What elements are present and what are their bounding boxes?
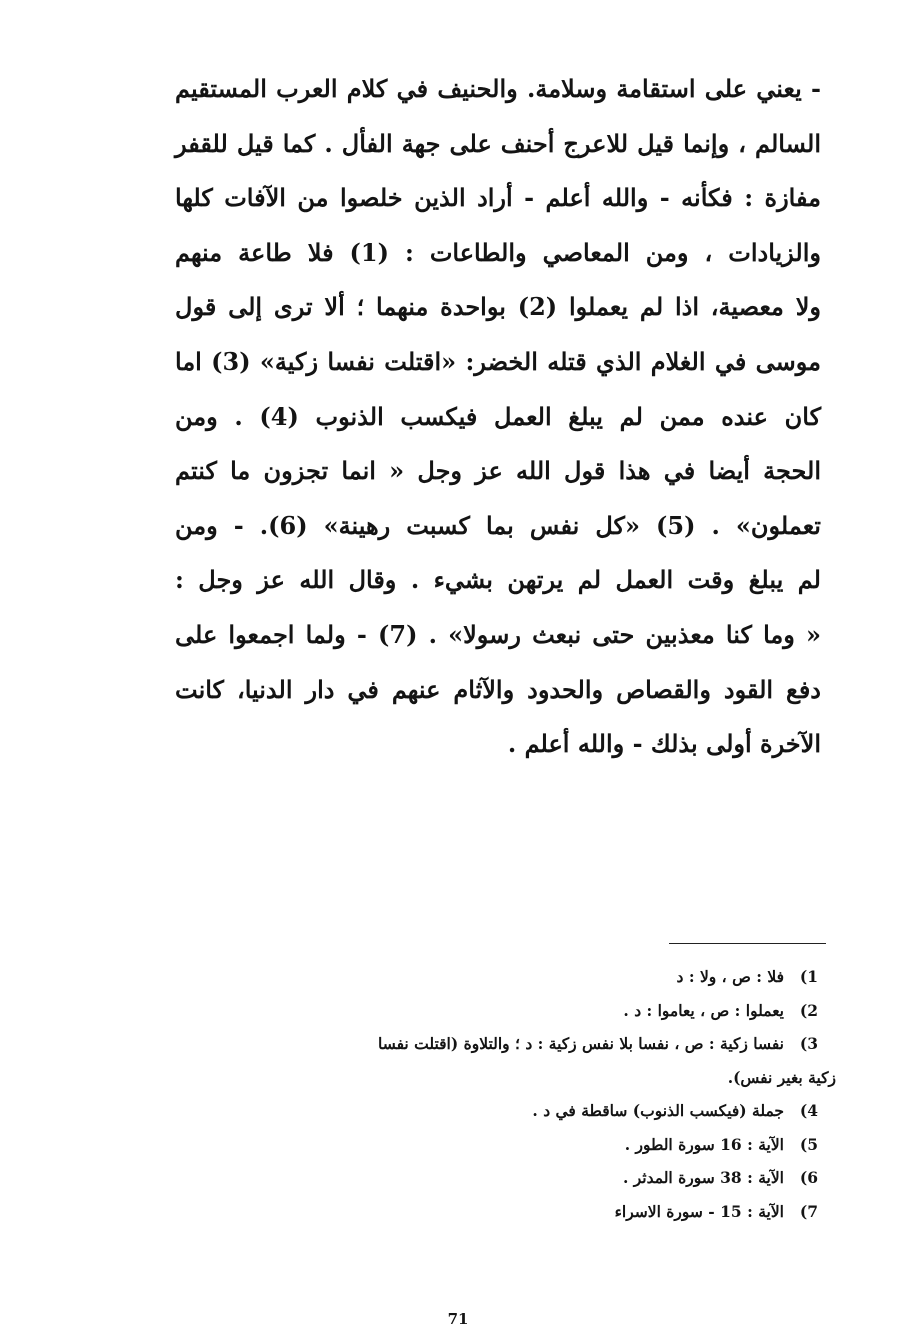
footnote-number: 6) [799,1168,818,1187]
footnote-item [180,1027,826,1061]
footnote-continuation [180,1061,836,1095]
footnote-text: الآية : 38 سورة المدثر . [622,1168,784,1187]
footnote-text: زكية بغير نفس). [727,1067,836,1087]
footnote-number: 5) [799,1134,818,1154]
text-line: دفع القود والقصاص والحدود والآثام عنهم في دار الدنيا، كانت [175,674,821,704]
text-line: لم يبلغ وقت العمل لم يرتهن بشيء . وقال الله عز وجل : [175,565,821,595]
footnote-item [180,994,826,1028]
footnote-item [180,1128,826,1162]
text-line: مفازة : فكأنه - والله أعلم - أراد الذين خلصوا من الآفات كلها [175,183,821,213]
text-line: السالم ، وإنما قيل للاعرج أحنف على جهة الفأل . كما قيل للقفر [175,128,821,158]
text-line: الحجة أيضا في هذا قول الله عز وجل « انما تجزون ما كنتم [175,456,821,486]
footnote-text: جملة (فيكسب الذنوب) ساقطة في د . [532,1101,784,1120]
text-line: موسى في الغلام الذي قتله الخضر: «اقتلت نفسا زكية» (3) اما [175,346,821,376]
footnote-text: نفسا زكية : ص ، نفسا بلا نفس زكية : د ؛ والتلاوة (اقتلت نفسا [378,1034,784,1053]
text-line: ولا معصية، اذا لم يعملوا (2) بواحدة منهما ؛ ألا ترى إلى قول [175,292,821,322]
text-line: « وما كنا معذبين حتى نبعث رسولا» . (7) - ولما اجمعوا على [175,619,822,649]
footnote-item [180,1161,826,1195]
footnotes-block [180,960,836,1228]
text-line: كان عنده ممن لم يبلغ العمل فيكسب الذنوب (4) . ومن [175,401,821,431]
text-line: والزيادات ، ومن المعاصي والطاعات : (1) فلا طاعة منهم [175,237,821,267]
footnote-text: الآية : 16 سورة الطور . [624,1134,784,1154]
footnote-text: الآية : 15 - سورة الاسراء [614,1201,784,1221]
footnote-item [180,1094,826,1128]
page-number: 71 [447,1310,469,1328]
footnote-number: 1) [799,967,818,986]
footnote-number: 4) [799,1101,818,1120]
footnote-separator [669,943,826,944]
main-text-block [175,62,821,772]
footnote-text: يعملوا : ص ، يعاموا : د . [623,1000,784,1020]
footnote-number: 7) [799,1201,818,1221]
footnote-number: 3) [799,1034,818,1053]
footnote-item [180,1195,826,1229]
text-line: الآخرة أولى بذلك - والله أعلم . [507,729,821,759]
footnote-item [180,960,826,994]
text-line: - يعني على استقامة وسلامة. والحنيف في كلام العرب المستقيم [175,74,821,103]
footnote-number: 2) [799,1000,818,1020]
text-line: تعملون» . (5) «كل نفس بما كسبت رهينة» (6). - ومن [175,510,821,540]
footnote-text: فلا : ص ، ولا : د [676,967,784,986]
